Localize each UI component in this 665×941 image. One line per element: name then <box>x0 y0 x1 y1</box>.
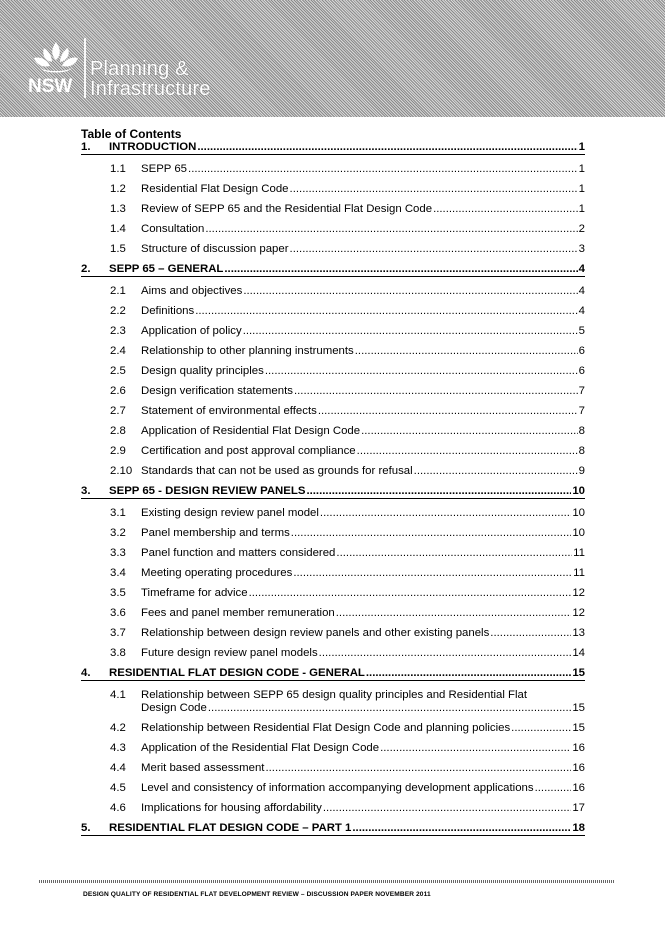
toc-page-number: 6 <box>578 345 585 357</box>
toc-page-number: 16 <box>572 742 585 754</box>
toc-leader-dots <box>188 163 578 176</box>
toc-section-entry[interactable] <box>81 485 585 499</box>
toc-section-title: SEPP 65 - DESIGN REVIEW PANELS <box>109 485 306 497</box>
toc-subsection-number: 2.6 <box>110 385 126 397</box>
toc-page-number: 8 <box>578 425 585 437</box>
toc-entry-line <box>141 567 585 580</box>
toc-subsection-title: Standards that can not be used as grounds for refusal <box>141 465 413 477</box>
toc-entry-line <box>141 762 585 775</box>
toc-subsection-title: Level and consistency of information accompanying development applications <box>141 782 534 794</box>
toc-entry-line <box>141 183 585 196</box>
toc-page-number: 13 <box>572 627 585 639</box>
toc-subsection-entry[interactable] <box>81 243 585 256</box>
toc-subsection-number: 2.2 <box>110 305 126 317</box>
toc-subsection-entry[interactable] <box>81 325 585 338</box>
toc-entry-line <box>141 742 585 755</box>
toc-section-number: 2. <box>81 263 91 275</box>
toc-entry-line <box>109 667 585 680</box>
toc-subsection-entry[interactable] <box>81 183 585 196</box>
toc-page-number: 4 <box>578 263 585 275</box>
toc-page-number: 16 <box>572 782 585 794</box>
toc-subsection-number: 3.7 <box>110 627 126 639</box>
toc-leader-dots <box>366 667 571 680</box>
toc-entry-line <box>141 345 585 358</box>
toc-subsection-number: 2.9 <box>110 445 126 457</box>
toc-subsection-number: 2.4 <box>110 345 126 357</box>
toc-subsection-entry[interactable] <box>81 782 585 795</box>
toc-subsection-title: Relationship between Residential Flat Design Code and planning policies <box>141 722 511 734</box>
toc-subsection-number: 1.4 <box>110 223 126 235</box>
toc-subsection-number: 4.3 <box>110 742 126 754</box>
toc-subsection-entry[interactable] <box>81 465 585 478</box>
header-banner <box>0 0 665 117</box>
toc-page-number: 7 <box>578 385 585 397</box>
toc-subsection-title: Application of the Residential Flat Design Code <box>141 742 380 754</box>
footer-divider <box>39 880 615 883</box>
toc-page-number: 10 <box>572 527 585 539</box>
toc-subsection-title: Panel membership and terms <box>141 527 290 539</box>
toc-section-number: 3. <box>81 485 91 497</box>
toc-leader-dots <box>224 263 577 276</box>
toc-subsection-number: 1.5 <box>110 243 126 255</box>
toc-page-number: 18 <box>572 822 585 834</box>
toc-leader-dots <box>535 782 572 795</box>
toc-subsection-title: Structure of discussion paper <box>141 243 289 255</box>
toc-leader-dots <box>195 305 577 318</box>
toc-entry-line <box>109 263 585 276</box>
toc-subsection-title: Relationship between design review panels and other existing panels <box>141 627 490 639</box>
toc-subsection-title: Statement of environmental effects <box>141 405 317 417</box>
toc-entry-line <box>141 305 585 318</box>
toc-leader-dots <box>320 507 571 520</box>
toc-page-number: 17 <box>572 802 585 814</box>
footer-text: DESIGN QUALITY OF RESIDENTIAL FLAT DEVELOPMENT REVIEW – DISCUSSION PAPER NOVEMBER 2011 <box>83 891 431 898</box>
toc-leader-dots <box>197 141 577 154</box>
toc-entry-line <box>141 702 585 715</box>
toc-entry-line <box>141 607 585 620</box>
toc-subsection-number: 3.3 <box>110 547 126 559</box>
toc-leader-dots <box>243 285 577 298</box>
toc-page-number: 1 <box>578 141 585 153</box>
toc-subsection-number: 3.4 <box>110 567 126 579</box>
toc-subsection-number: 1.3 <box>110 203 126 215</box>
toc-entry-line <box>141 203 585 216</box>
toc-page-number: 14 <box>572 647 585 659</box>
toc-page-number: 6 <box>578 365 585 377</box>
toc-entry-line <box>141 647 585 660</box>
toc-entry-line <box>141 507 585 520</box>
toc-subsection-number: 4.2 <box>110 722 126 734</box>
toc-leader-dots <box>355 345 578 358</box>
toc-subsection-entry[interactable] <box>81 405 585 418</box>
toc-subsection-entry[interactable] <box>81 365 585 378</box>
toc-subsection-entry[interactable] <box>81 567 585 580</box>
toc-subsection-title: Meeting operating procedures <box>141 567 293 579</box>
toc-leader-dots <box>336 607 572 620</box>
toc-page-number: 15 <box>572 667 585 679</box>
toc-subsection-entry[interactable] <box>81 802 585 815</box>
toc-entry-line <box>109 822 585 835</box>
toc-entry-line <box>141 547 585 560</box>
toc-leader-dots <box>361 425 578 438</box>
toc-subsection-title: Application of Residential Flat Design Code <box>141 425 361 437</box>
toc-subsection-title: Aims and objectives <box>141 285 243 297</box>
toc-page-number: 4 <box>578 285 585 297</box>
toc-page-number: 1 <box>578 203 585 215</box>
toc-section-number: 5. <box>81 822 91 834</box>
toc-subsection-entry[interactable] <box>81 742 585 755</box>
toc-entry-line <box>141 587 585 600</box>
toc-leader-dots <box>433 203 578 216</box>
toc-entry-line <box>141 385 585 398</box>
toc-subsection-number: 1.1 <box>110 163 126 175</box>
toc-page-number: 1 <box>578 183 585 195</box>
toc-subsection-title: Merit based assessment <box>141 762 265 774</box>
toc-entry-line <box>141 365 585 378</box>
toc-subsection-entry[interactable] <box>81 762 585 775</box>
toc-page-number: 7 <box>578 405 585 417</box>
toc-entry-line <box>141 285 585 298</box>
toc-leader-dots <box>249 587 572 600</box>
toc-subsection-entry[interactable] <box>81 722 585 735</box>
toc-subsection-title: Consultation <box>141 223 205 235</box>
toc-subsection-number: 2.1 <box>110 285 126 297</box>
toc-subsection-entry[interactable] <box>81 285 585 298</box>
toc-leader-dots <box>357 445 578 458</box>
toc-entry-line <box>109 485 585 498</box>
toc-subsection-title: Design verification statements <box>141 385 293 397</box>
toc-section-title: RESIDENTIAL FLAT DESIGN CODE – PART 1 <box>109 822 352 834</box>
toc-subsection-title: Panel function and matters considered <box>141 547 336 559</box>
toc-leader-dots <box>265 762 571 775</box>
toc-subsection-number: 3.2 <box>110 527 126 539</box>
toc-section-title: INTRODUCTION <box>109 141 197 153</box>
toc-subsection-entry[interactable] <box>81 385 585 398</box>
toc-subsection-number: 2.3 <box>110 325 126 337</box>
toc-subsection-title-line1: Relationship between SEPP 65 design quality principles and Residential Flat <box>141 689 528 701</box>
toc-page-number: 3 <box>578 243 585 255</box>
toc-page-number: 8 <box>578 445 585 457</box>
toc-subsection-entry[interactable] <box>81 223 585 236</box>
toc-subsection-title: Certification and post approval compliance <box>141 445 356 457</box>
toc-leader-dots <box>319 647 572 660</box>
toc-section-number: 1. <box>81 141 91 153</box>
toc-page-number: 15 <box>572 722 585 734</box>
toc-page-number: 10 <box>572 507 585 519</box>
toc-subsection-number: 2.5 <box>110 365 126 377</box>
toc-leader-dots <box>490 627 571 640</box>
toc-page-number: 11 <box>573 547 585 559</box>
brand-name-line1: Planning & <box>90 58 189 80</box>
toc-subsection-number: 3.6 <box>110 607 126 619</box>
toc-leader-dots <box>352 822 571 835</box>
toc-entry-line <box>141 325 585 338</box>
brand-name-line2: Infrastructure <box>90 78 211 100</box>
toc-subsection-title: Timeframe for advice <box>141 587 248 599</box>
toc-leader-dots <box>265 365 578 378</box>
toc-subsection-number: 3.5 <box>110 587 126 599</box>
toc-page-number: 5 <box>578 325 585 337</box>
toc-page-number: 1 <box>578 163 585 175</box>
toc-section-title: SEPP 65 – GENERAL <box>109 263 224 275</box>
toc-subsection-title: Implications for housing affordability <box>141 802 322 814</box>
toc-subsection-title: Fees and panel member remuneration <box>141 607 335 619</box>
toc-entry-line <box>141 782 585 795</box>
toc-subsection-number: 3.8 <box>110 647 126 659</box>
toc-leader-dots <box>294 385 578 398</box>
toc-subsection-title: Definitions <box>141 305 195 317</box>
toc-leader-dots <box>290 183 578 196</box>
toc-entry-line <box>109 141 585 154</box>
toc-leader-dots <box>323 802 571 815</box>
toc-section-title: RESIDENTIAL FLAT DESIGN CODE - GENERAL <box>109 667 365 679</box>
toc-page-number: 4 <box>578 305 585 317</box>
toc-subsection-title: Residential Flat Design Code <box>141 183 289 195</box>
toc-entry-line <box>141 163 585 176</box>
toc-entry-line <box>141 445 585 458</box>
toc-page-number: 9 <box>578 465 585 477</box>
toc-section-entry[interactable] <box>81 822 585 836</box>
logo-separator <box>84 38 86 98</box>
toc-subsection-number: 4.4 <box>110 762 126 774</box>
toc-subsection-entry[interactable] <box>81 627 585 640</box>
toc-page-number: 12 <box>572 607 585 619</box>
toc-entry-line <box>141 627 585 640</box>
toc-subsection-title: Design Code <box>141 702 207 714</box>
toc-subsection-entry[interactable] <box>81 547 585 560</box>
toc-subsection-entry[interactable] <box>81 647 585 660</box>
toc-entry-line <box>141 802 585 815</box>
toc-leader-dots <box>414 465 578 478</box>
toc-leader-dots <box>243 325 578 338</box>
toc-page-number: 2 <box>578 223 585 235</box>
toc-subsection-entry[interactable] <box>81 689 585 715</box>
toc-leader-dots <box>511 722 571 735</box>
toc-leader-dots <box>336 547 572 560</box>
toc-page-number: 12 <box>572 587 585 599</box>
toc-entry-line <box>141 722 585 735</box>
toc-leader-dots <box>291 527 572 540</box>
toc-leader-dots <box>290 243 578 256</box>
toc-subsection-title: Design quality principles <box>141 365 264 377</box>
svg-text:NSW: NSW <box>28 76 73 97</box>
toc-subsection-title: Future design review panel models <box>141 647 318 659</box>
toc-subsection-entry[interactable] <box>81 163 585 176</box>
toc-title: Table of Contents <box>81 127 182 141</box>
toc-leader-dots <box>205 223 577 236</box>
table-of-contents <box>81 141 585 844</box>
toc-leader-dots <box>306 485 571 498</box>
toc-page-number: 10 <box>572 485 585 497</box>
toc-subsection-number: 2.8 <box>110 425 126 437</box>
toc-subsection-number: 3.1 <box>110 507 126 519</box>
toc-section-number: 4. <box>81 667 91 679</box>
waratah-logo-icon <box>26 40 86 98</box>
toc-subsection-entry[interactable] <box>81 345 585 358</box>
toc-leader-dots <box>380 742 571 755</box>
toc-section-entry[interactable] <box>81 263 585 277</box>
toc-subsection-title: Application of policy <box>141 325 242 337</box>
toc-page-number: 16 <box>572 762 585 774</box>
toc-subsection-title: SEPP 65 <box>141 163 188 175</box>
toc-subsection-entry[interactable] <box>81 607 585 620</box>
toc-subsection-number: 2.7 <box>110 405 126 417</box>
toc-subsection-number: 4.5 <box>110 782 126 794</box>
toc-section-entry[interactable] <box>81 141 585 155</box>
toc-subsection-entry[interactable] <box>81 445 585 458</box>
toc-page-number: 15 <box>572 702 585 714</box>
toc-entry-line <box>141 405 585 418</box>
toc-leader-dots <box>208 702 571 715</box>
toc-subsection-entry[interactable] <box>81 507 585 520</box>
toc-subsection-number: 4.1 <box>110 689 126 701</box>
toc-subsection-entry[interactable] <box>81 527 585 540</box>
toc-page-number: 11 <box>573 567 585 579</box>
toc-leader-dots <box>318 405 578 418</box>
toc-subsection-number: 4.6 <box>110 802 126 814</box>
toc-entry-line <box>141 243 585 256</box>
toc-subsection-number: 2.10 <box>110 465 133 477</box>
toc-subsection-title: Existing design review panel model <box>141 507 319 519</box>
toc-leader-dots <box>293 567 572 580</box>
toc-section-entry[interactable] <box>81 667 585 681</box>
toc-entry-line <box>141 425 585 438</box>
toc-subsection-entry[interactable] <box>81 305 585 318</box>
toc-subsection-entry[interactable] <box>81 203 585 216</box>
toc-subsection-entry[interactable] <box>81 425 585 438</box>
toc-subsection-title: Relationship to other planning instruments <box>141 345 354 357</box>
toc-entry-line <box>141 465 585 478</box>
toc-entry-line <box>141 527 585 540</box>
toc-subsection-number: 1.2 <box>110 183 126 195</box>
toc-subsection-entry[interactable] <box>81 587 585 600</box>
toc-subsection-title: Review of SEPP 65 and the Residential Flat Design Code <box>141 203 433 215</box>
toc-entry-line <box>141 223 585 236</box>
